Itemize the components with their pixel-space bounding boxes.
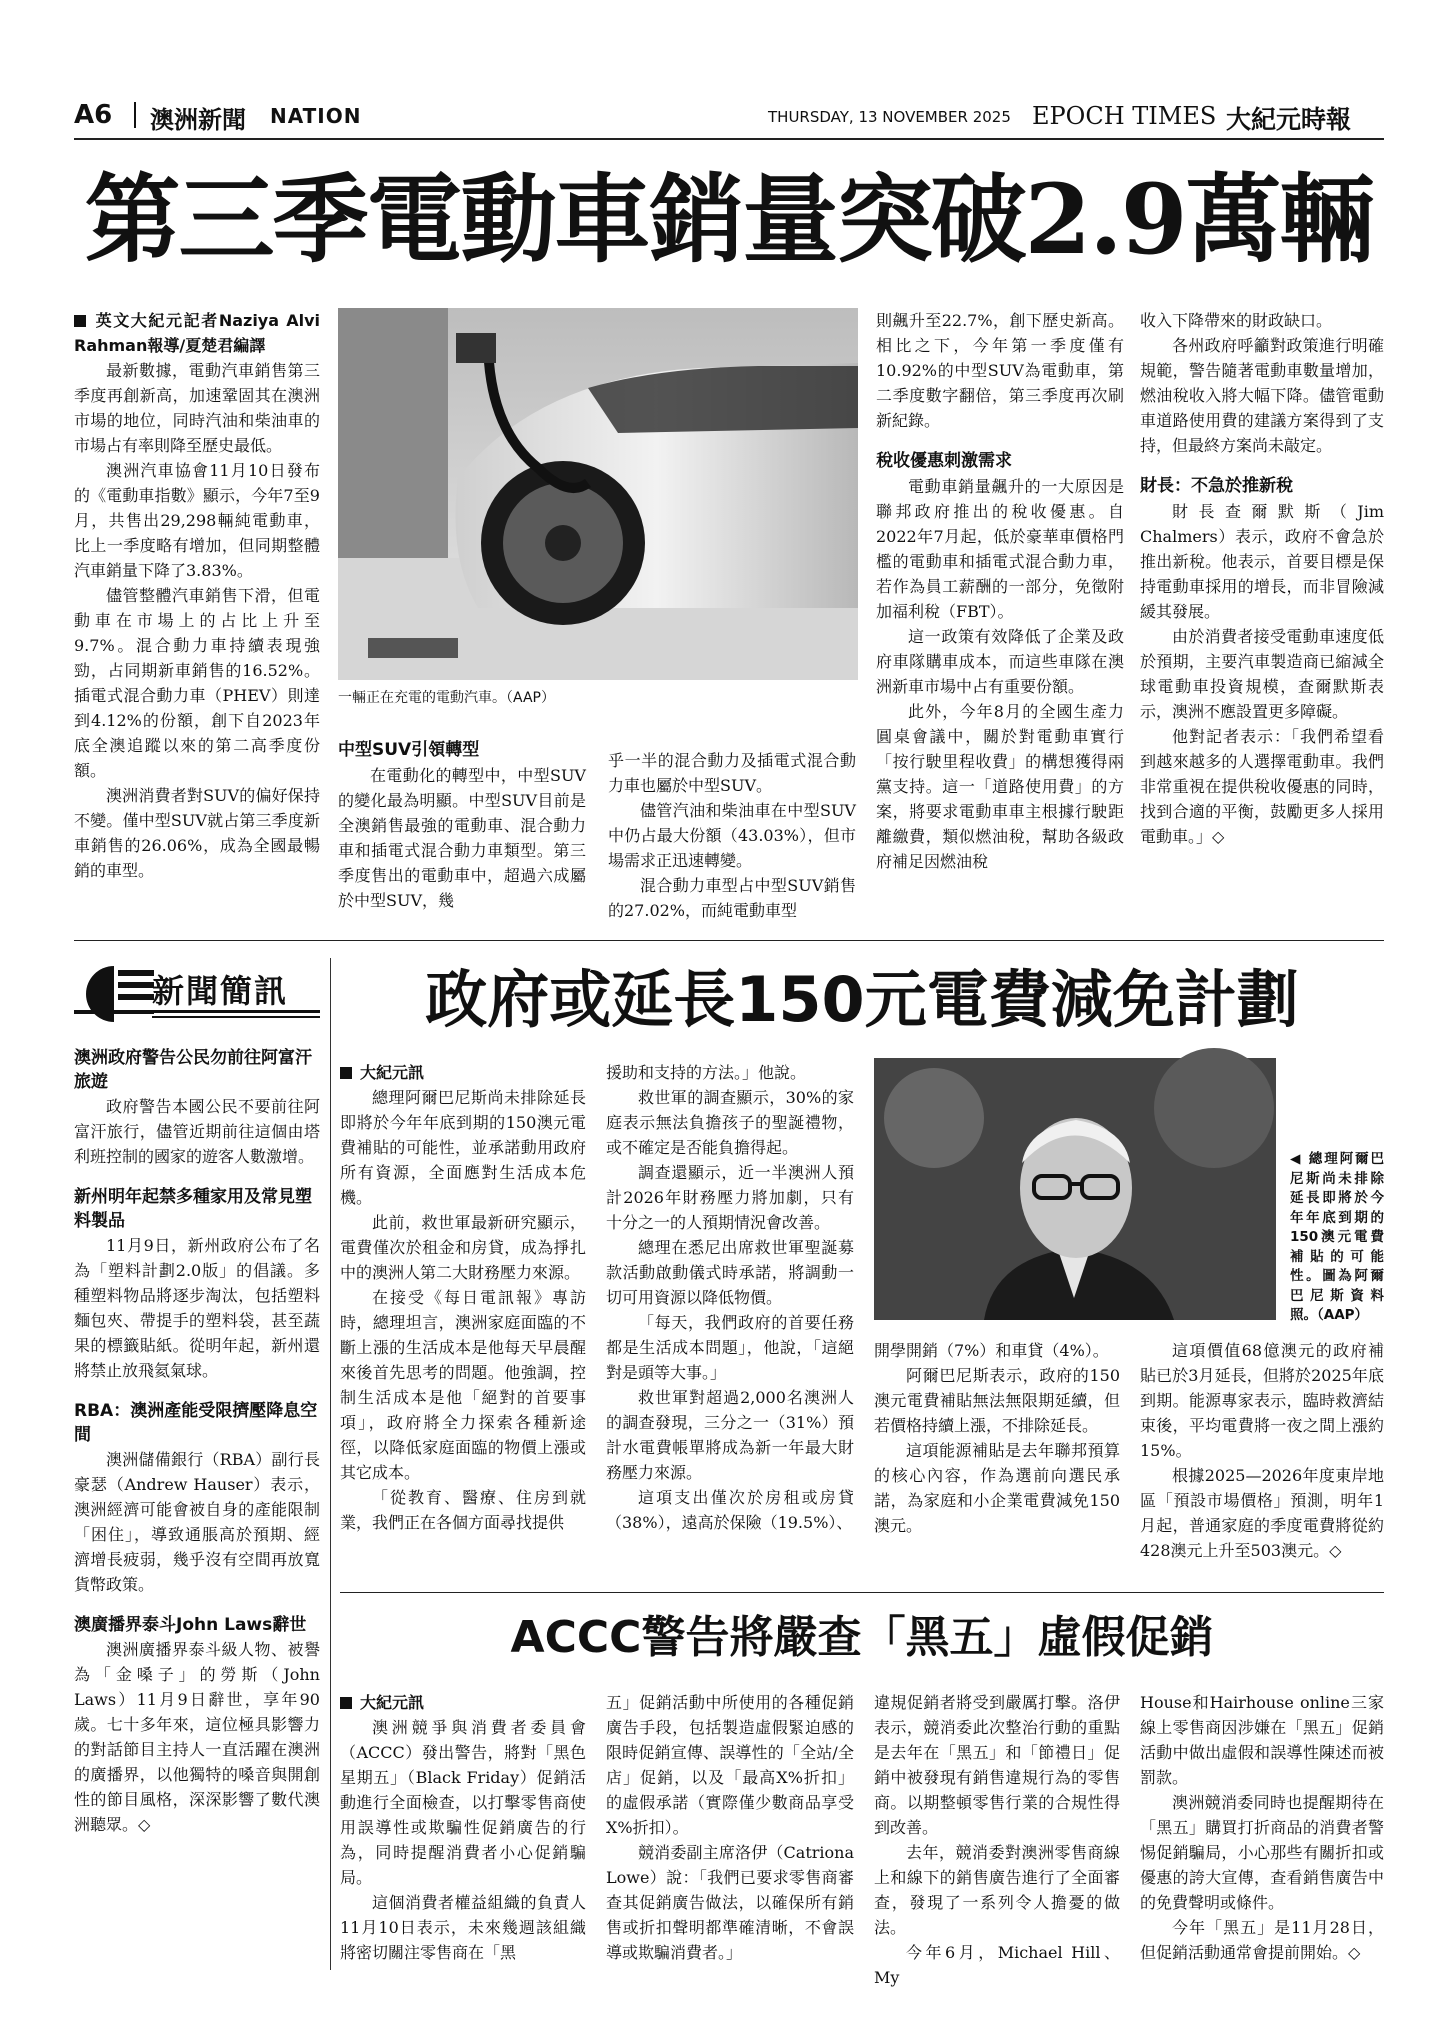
story3-headline: ACCC警告將嚴查「黑五」虛假促銷 xyxy=(510,1612,1214,1663)
page-header xyxy=(74,100,1384,134)
story1-byline: 英文大紀元記者Naziya Alvi Rahman報導/夏楚君編譯 xyxy=(74,311,320,355)
news-briefs-icon xyxy=(74,962,154,1024)
prime-minister-image xyxy=(874,1058,1276,1320)
story2-headline: 政府或延長150元電費減免計劃 xyxy=(425,963,1299,1036)
briefs-divider xyxy=(330,958,331,1970)
story1-column-3: 乎一半的混合動力及插電式混合動力車也屬於中型SUV。 儘管汽油和柴油車在中型SUV中仍占最大份額（43.03%），但市場需求正迅速轉變。 混合動力車型占中型SUV銷售的27.02%，而純電動車型 xyxy=(608,751,856,920)
story2-bottom-rule xyxy=(340,1592,1384,1593)
story2-column-1: 大紀元訊 總理阿爾巴尼斯尚未排除延長即將於今年年底到期的150澳元電費補貼的可能性，並承諾動用政府所有資源，全面應對生活成本危機。 此前，救世軍最新研究顯示，電費僅次於租金和房貸，成為掙扎中的澳洲人第二大財務壓力來源。 在接受《每日電訊報》專訪時，總理坦言，澳洲家庭面臨的不斷上漲的生活成本是他每天早晨醒來後首先思考的問題。他強調，控制生活成本是他「絕對的首要事項」，政府將全力探索各種新途徑，以降低家庭面臨的物價上漲或其它成本。 「從教育、醫療、住房到就業，我們正在各個方面尋找提供 xyxy=(340,1060,586,1580)
story1-subhead-3: 財長：不急於推新稅 xyxy=(1140,476,1293,496)
story3-column-1: 大紀元訊 澳洲競爭與消費者委員會（ACCC）發出警告，將對「黑色星期五」（Black Friday）促銷活動進行全面檢查，以打擊零售商使用誤導性或欺騙性促銷廣告的行為，同時提醒消費者小心促銷騙局。 這個消費者權益組織的負責人11月10日表示，未來幾週該組織將密切關注零售商在「黑 xyxy=(340,1690,586,1966)
story1-subhead-2: 稅收優惠刺激需求 xyxy=(876,451,1012,471)
masthead-zh: 大紀元時報 xyxy=(1226,105,1352,134)
story1-column-1: 英文大紀元記者Naziya Alvi Rahman報導/夏楚君編譯 最新數據，電動汽車銷售第三季度再創新高，加速鞏固其在澳洲市場的地位，同時汽油和柴油車的市場占有率則降至歷史最低。 澳洲汽車協會11月10日發布的《電動車指數》顯示，今年7至9月，共售出29,298輛純電動車，比上一季度略有增加，但同期整體汽車銷量下降了3.83%。 儘管整體汽車銷售下滑，但電動車在市場上的占比上升至9.7%。混合動力車持續表現強勁，占同期新車銷售的16.52%。插電式混合動力車（PHEV）則達到4.12%的份額，創下自2023年底全澳追蹤以來的第二高季度份額。 澳洲消費者對SUV的偏好保持不變。僅中型SUV就占第三季度新車銷售的26.06%，成為全國最暢銷的車型。 xyxy=(74,308,320,928)
masthead-en: EPOCH TIMES xyxy=(1032,102,1217,130)
briefs-header xyxy=(74,958,320,1028)
briefs-title: 新聞簡訊 xyxy=(152,972,289,1010)
story3-column-2: 五」促銷活動中所使用的各種促銷廣告手段，包括製造虛假緊迫感的限時促銷宣傳、誤導性的「全站/全店」促銷，以及「最高X%折扣」的虛假承諾（實際僅少數商品享受X%折扣）。 競消委副主席洛伊（Catriona Lowe）說：「我們已要求零售商審查其促銷廣告做法，以確保所有銷售或折扣聲明都準確清晰，不會誤導或欺騙消費者。」 xyxy=(606,1693,854,1962)
issue-date: THURSDAY, 13 NOVEMBER 2025 xyxy=(768,108,1011,126)
story2-photo-caption: ◀ 總理阿爾巴尼斯尚未排除延長即將於今年年底到期的150澳元電費補貼的可能性。圖為阿爾巴尼斯資料照。（AAP） xyxy=(1290,1151,1384,1323)
header-rule xyxy=(74,138,1384,140)
brief-item: 澳廣播界泰斗John Laws辭世 澳洲廣播界泰斗級人物、被譽為「金嗓子」的勞斯（John Laws）11月9日辭世，享年90歲。七十多年來，這位極具影響力的對話節目主持人一直活躍在澳洲的廣播界，以他獨特的嗓音與開創性的節目風格，深深影響了數代澳洲聽眾。◇ xyxy=(74,1615,320,1834)
section-name-en: NATION xyxy=(270,104,362,128)
story3-column-4: House和Hairhouse online三家線上零售商因涉嫌在「黑五」促銷活動中做出虛假和誤導性陳述而被罰款。 澳洲競消委同時也提醒期待在「黑五」購買打折商品的消費者警惕促銷騙局，小心那些有關折扣或優惠的誇大宣傳，查看銷售廣告中的免費聲明或條件。 今年「黑五」是11月28日，但促銷活動通常會提前開始。◇ xyxy=(1140,1693,1384,1962)
story3-byline: 大紀元訊 xyxy=(340,1690,586,1715)
story1-column-2: 中型SUV引領轉型 在電動化的轉型中，中型SUV的變化最為明顯。中型SUV目前是全澳銷售最強的電動車、混合動力車和插電式混合動力車類型。第三季度售出的電動車中，超過六成屬於中型SUV，幾 xyxy=(338,740,586,910)
electric-car-image xyxy=(338,308,858,680)
briefs-list xyxy=(74,1046,320,1966)
brief-item: RBA：澳洲產能受限擠壓降息空間 澳洲儲備銀行（RBA）副行長豪瑟（Andrew Hauser）表示，澳洲經濟可能會被自身的產能限制「困住」，導致通脹高於預期、經濟增長疲弱，幾乎沒有空間再放寬貨幣政策。 xyxy=(74,1401,320,1594)
story1-photo-caption: 一輛正在充電的電動汽車。（AAP） xyxy=(338,690,555,706)
story2-column-2: 援助和支持的方法。」他說。 救世軍的調查顯示，30%的家庭表示無法負擔孩子的聖誕禮物，或不確定是否能負擔得起。 調查還顯示，近一半澳洲人預計2026年財務壓力將加劇，只有十分之一的人預期情況會改善。 總理在悉尼出席救世軍聖誕募款活動啟動儀式時承諾，將調動一切可用資源以降低物價。 「每天，我們政府的首要任務都是生活成本問題」，他說，「這絕對是頭等大事。」 救世軍對超過2,000名澳洲人的調查發現，三分之一（31%）預計水電費帳單將成為新一年最大財務壓力來源。 這項支出僅次於房租或房貸（38%），遠高於保險（19.5%）、 xyxy=(606,1063,854,1532)
story2-byline: 大紀元訊 xyxy=(340,1060,586,1085)
ev-charging-photo xyxy=(338,308,858,680)
story1-column-4: 則飆升至22.7%，創下歷史新高。相比之下，今年第一季度僅有10.92%的中型SUV為電動車，第二季度數字翻倍，第三季度再次刷新紀錄。 稅收優惠刺激需求 電動車銷量飆升的一大原因是聯邦政府推出的稅收優惠。自2022年7月起，低於豪華車價格門檻的電動車和插電式混合動力車，若作為員工薪酬的一部分，免徵附加福利稅（FBT）。 這一政策有效降低了企業及政府車隊購車成本，而這些車隊在澳洲新車市場中占有重要份額。 此外，今年8月的全國生產力圓桌會議中，關於對電動車實行「按行駛里程收費」的構想獲得兩黨支持。這一「道路使用費」的方案，將要求電動車車主根據行駛距離繳費，類似燃油稅，幫助各級政府補足因燃油稅 xyxy=(876,311,1124,871)
section-name: 澳洲新聞 xyxy=(150,106,246,134)
brief-item: 澳洲政府警告公民勿前往阿富汗旅遊 政府警告本國公民不要前往阿富汗旅行，儘管近期前往這個由塔利班控制的國家的遊客人數激增。 xyxy=(74,1048,320,1166)
story2-column-3: 開學開銷（7%）和車貸（4%）。 阿爾巴尼斯表示，政府的150澳元電費補貼無法無限期延續，但若價格持續上漲，不排除延長。 這項能源補貼是去年聯邦預算的核心內容，作為選前向選民承諾，為家庭和小企業電費減免150澳元。 xyxy=(874,1341,1120,1535)
story3-column-3: 違規促銷者將受到嚴厲打擊。洛伊表示，競消委此次整治行動的重點是去年在「黑五」和「節禮日」促銷中被發現有銷售違規行為的零售商。以期整頓零售行業的合規性得到改善。 去年，競消委對澳洲零售商線上和線下的銷售廣告進行了全面審查，發現了一系列令人擔憂的做法。 今年6月，Michael Hill、My xyxy=(874,1693,1120,1987)
story2-column-4: 這項價值68億澳元的政府補貼已於3月延長，但將於2025年底到期。能源專家表示，臨時救濟結束後，平均電費將一夜之間上漲約15%。 根據2025—2026年度東岸地區「預設市場價格」預測，明年1月起，普通家庭的季度電費將從約428澳元上升至503澳元。◇ xyxy=(1140,1341,1384,1560)
story1-headline: 第三季電動車銷量突破2.9萬輛 xyxy=(84,163,1374,276)
story1-subhead-1: 中型SUV引領轉型 xyxy=(338,740,480,760)
story1-column-5: 收入下降帶來的財政缺口。 各州政府呼籲對政策進行明確規範，警告隨著電動車數量增加，燃油稅收入將大幅下降。儘管電動車道路使用費的建議方案得到了支持，但最終方案尚未敲定。 財長：不急於推新稅 財長查爾默斯（Jim Chalmers）表示，政府不會急於推出新稅。他表示，首要目標是保持電動車採用的增長，而非冒險減緩其發展。 由於消費者接受電動車速度低於預期，主要汽車製造商已縮減全球電動車投資規模，查爾默斯表示，澳洲不應設置更多障礙。 他對記者表示：「我們希望看到越來越多的人選擇電動車。我們非常重視在提供稅收優惠的同時，找到合適的平衡，鼓勵更多人採用電動車。」◇ xyxy=(1140,311,1384,846)
pm-portrait-photo xyxy=(874,1058,1276,1320)
page-number: A6 xyxy=(74,100,113,130)
story1-bottom-rule xyxy=(74,940,1384,941)
caption-arrow-icon: ◀ xyxy=(1290,1151,1309,1167)
brief-item: 新州明年起禁多種家用及常見塑料製品 11月9日，新州政府公布了名為「塑料計劃2.0版」的倡議。多種塑料物品將逐步淘汰，包括塑料麵包夾、帶提手的塑料袋，甚至蔬果的標籤貼紙。從明年起，新州還將禁止放飛氦氣球。 xyxy=(74,1187,320,1380)
